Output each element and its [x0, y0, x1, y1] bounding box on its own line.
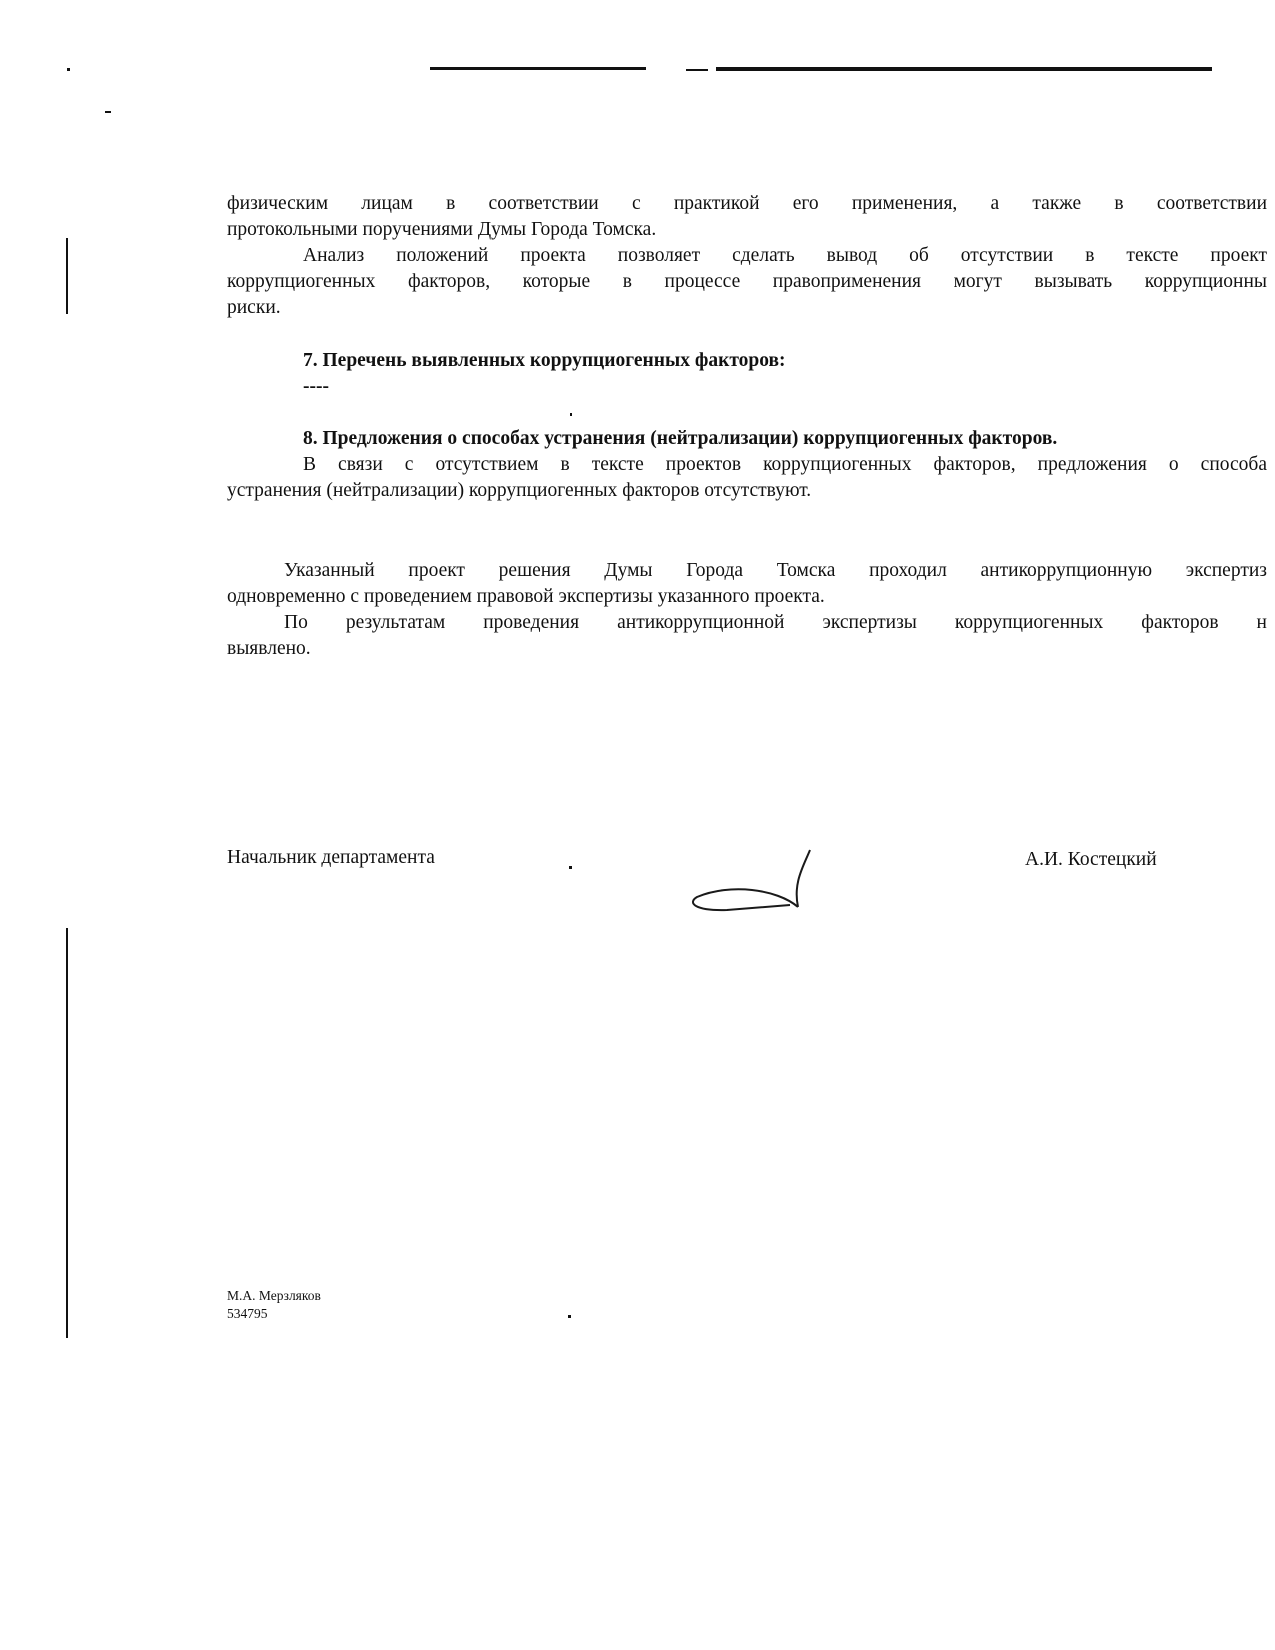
margin-line-1: [66, 238, 68, 314]
section-8-line-2: устранения (нейтрализации) коррупциогенных факторов отсутствуют.: [227, 480, 812, 501]
section-8-line-1: В связи с отсутствием в тексте проектов коррупциогенных факторов, предложения о способа: [303, 454, 1267, 475]
paragraph-4-line-1: По результатам проведения антикоррупционной экспертизы коррупциогенных факторов н: [284, 612, 1267, 633]
speck-5: [568, 1315, 571, 1318]
paragraph-2-line-2: коррупциогенных факторов, которые в процессе правоприменения могут вызывать коррупционны: [227, 271, 1267, 292]
speck-1: [67, 68, 70, 71]
paragraph-2-line-3: риски.: [227, 297, 281, 318]
paragraph-4: [227, 610, 1267, 662]
paragraph-4-line-2: выявлено.: [227, 638, 311, 659]
paragraph-3-line-1: Указанный проект решения Думы Города Томска проходил антикоррупционную экспертиз: [284, 560, 1267, 581]
paragraph-2: [227, 243, 1267, 321]
top-rule-left: [430, 67, 646, 70]
section-8: [227, 426, 1267, 504]
section-7-heading: 7. Перечень выявленных коррупциогенных факторов:: [303, 350, 786, 371]
speck-2: [105, 111, 111, 113]
speck-4: [569, 866, 572, 869]
top-rule-dash: [686, 69, 708, 71]
signer-name: А.И. Костецкий: [1025, 849, 1157, 870]
section-7: [227, 348, 1267, 400]
top-rule-right: [716, 67, 1212, 71]
margin-line-2: [66, 928, 68, 1338]
section-7-content: ----: [303, 376, 329, 397]
paragraph-1: [227, 191, 1267, 243]
executor-name: М.А. Мерзляков: [227, 1288, 321, 1303]
section-8-heading: 8. Предложения о способах устранения (нейтрализации) коррупциогенных факторов.: [303, 428, 1058, 449]
paragraph-1-line-2: протокольными поручениями Думы Города Томска.: [227, 219, 657, 240]
paragraph-1-line-1: физическим лицам в соответствии с практикой его применения, а также в соответствии: [227, 193, 1267, 214]
paragraph-3-line-2: одновременно с проведением правовой экспертизы указанного проекта.: [227, 586, 825, 607]
speck-3: [570, 413, 572, 416]
paragraph-2-line-1: Анализ положений проекта позволяет сделать вывод об отсутствии в тексте проект: [303, 245, 1267, 266]
paragraph-3: [227, 558, 1267, 610]
handwritten-signature: [685, 845, 835, 915]
signer-position: Начальник департамента: [227, 847, 435, 868]
executor-phone: 534795: [227, 1306, 268, 1321]
